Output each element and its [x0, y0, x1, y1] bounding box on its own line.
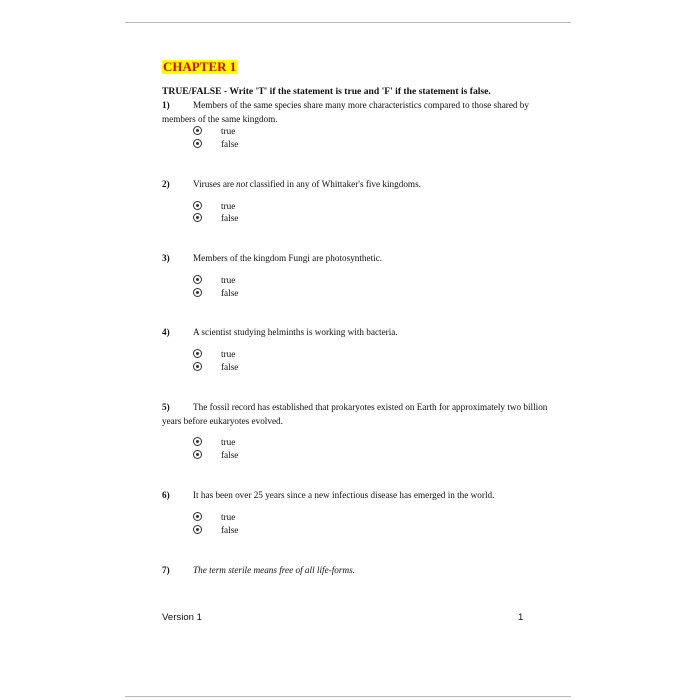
- radio-button-icon[interactable]: [193, 437, 202, 446]
- radio-button-icon[interactable]: [193, 213, 202, 222]
- q5-option-false[interactable]: [193, 449, 238, 461]
- question-6: [162, 488, 554, 502]
- question-text-after: classified in any of Whittaker's five kingdoms.: [249, 179, 421, 189]
- option-label: true: [221, 437, 236, 447]
- question-1: [162, 98, 554, 126]
- question-number: 1): [162, 100, 170, 110]
- question-emphasis: not: [236, 179, 248, 189]
- option-label: false: [221, 213, 239, 223]
- radio-button-icon[interactable]: [193, 126, 202, 135]
- radio-button-icon[interactable]: [193, 288, 202, 297]
- instructions: TRUE/FALSE - Write 'T' if the statement is true and 'F' if the statement is false.: [162, 86, 491, 97]
- option-label: true: [221, 201, 236, 211]
- footer-version: Version 1: [162, 612, 203, 623]
- question-number: 5): [162, 402, 170, 412]
- question-text: The term sterile means free of all life-forms.: [193, 565, 355, 575]
- radio-button-icon[interactable]: [193, 362, 202, 371]
- bottom-rule: [125, 696, 571, 697]
- radio-button-icon[interactable]: [193, 525, 202, 534]
- option-label: true: [221, 275, 236, 285]
- radio-button-icon[interactable]: [193, 450, 202, 459]
- question-4: [162, 325, 554, 339]
- question-number: 7): [162, 565, 170, 575]
- question-text-before: Viruses are: [193, 179, 235, 189]
- top-rule: [125, 22, 571, 23]
- q4-option-true[interactable]: [193, 348, 235, 360]
- question-text: It has been over 25 years since a new infectious disease has emerged in the world.: [193, 490, 495, 500]
- question-number: 6): [162, 490, 170, 500]
- q1-option-false[interactable]: [193, 138, 238, 150]
- question-text: A scientist studying helminths is working with bacteria.: [193, 327, 398, 337]
- option-label: false: [221, 362, 239, 372]
- q3-option-false[interactable]: [193, 287, 238, 299]
- question-3: [162, 251, 554, 265]
- q3-option-true[interactable]: [193, 274, 235, 286]
- chapter-title: CHAPTER 1: [163, 59, 237, 74]
- question-2: [162, 177, 554, 191]
- footer-page-number: 1: [518, 612, 524, 623]
- option-label: true: [221, 512, 236, 522]
- question-number: 3): [162, 253, 170, 263]
- question-text: The fossil record has established that prokaryotes existed on Earth for approximately two billion years before eukaryotes evolved.: [162, 402, 548, 426]
- radio-button-icon[interactable]: [193, 349, 202, 358]
- q5-option-true[interactable]: [193, 436, 235, 448]
- question-5: [162, 400, 554, 428]
- question-text: Members of the same species share many more characteristics compared to those shared by members of the same kingdom.: [162, 100, 529, 124]
- radio-button-icon[interactable]: [193, 512, 202, 521]
- option-label: false: [221, 525, 239, 535]
- q6-option-true[interactable]: [193, 511, 235, 523]
- q2-option-true[interactable]: [193, 200, 235, 212]
- option-label: false: [221, 139, 239, 149]
- question-text: Members of the kingdom Fungi are photosynthetic.: [193, 253, 383, 263]
- radio-button-icon[interactable]: [193, 275, 202, 284]
- option-label: true: [221, 126, 236, 136]
- option-label: true: [221, 349, 236, 359]
- question-7: [162, 563, 554, 577]
- q1-option-true[interactable]: [193, 125, 235, 137]
- q6-option-false[interactable]: [193, 524, 238, 536]
- option-label: false: [221, 450, 239, 460]
- radio-button-icon[interactable]: [193, 201, 202, 210]
- q2-option-false[interactable]: [193, 212, 238, 224]
- radio-button-icon[interactable]: [193, 139, 202, 148]
- question-number: 4): [162, 327, 170, 337]
- option-label: false: [221, 288, 239, 298]
- question-number: 2): [162, 179, 170, 189]
- q4-option-false[interactable]: [193, 361, 238, 373]
